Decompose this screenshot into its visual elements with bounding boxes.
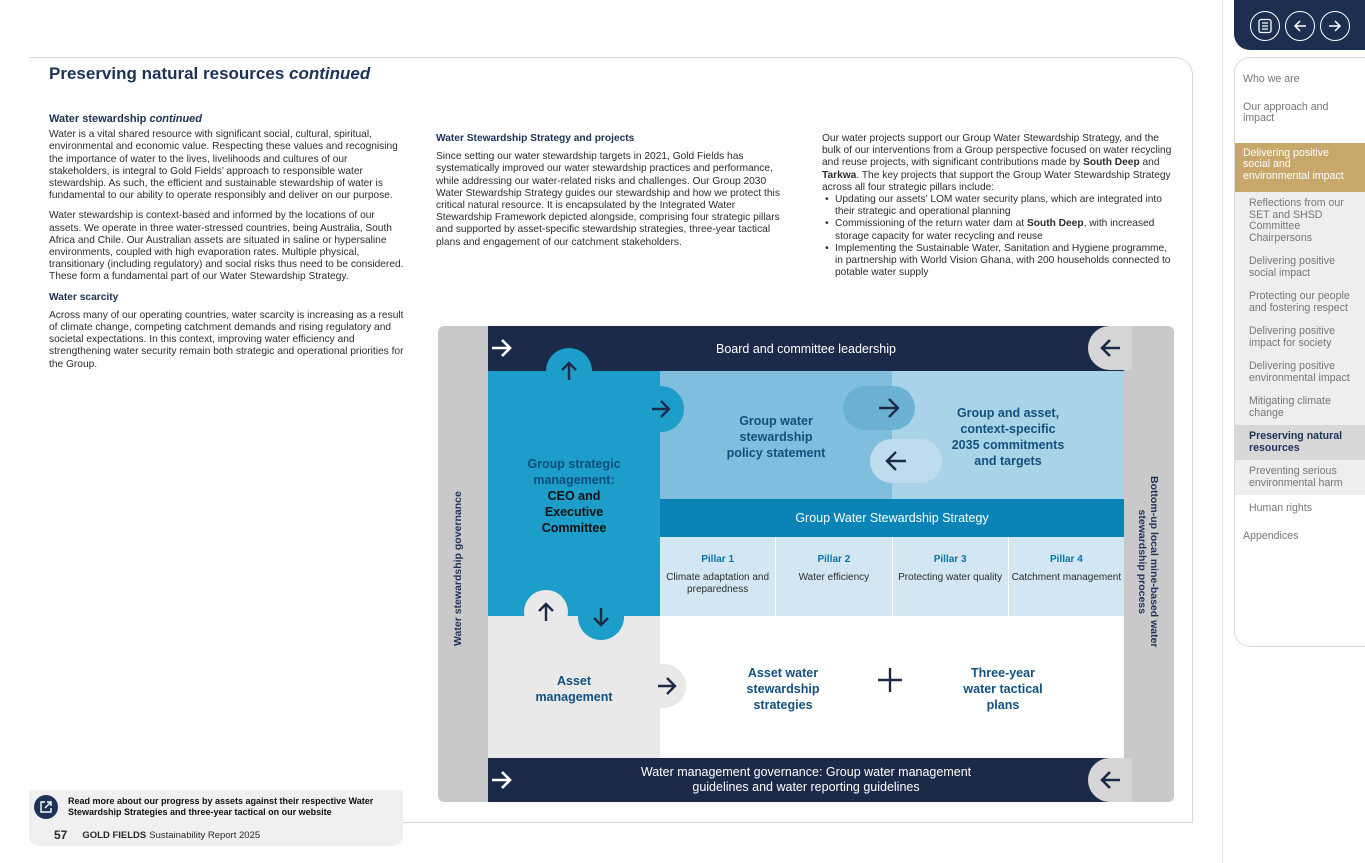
water-stewardship-framework-diagram xyxy=(438,326,1174,802)
pillar-4: Pillar 4 Catchment management xyxy=(1009,537,1124,616)
commitments-label: Group and asset, context-specific 2035 commitments and targets xyxy=(951,406,1065,468)
external-link-icon xyxy=(34,795,58,819)
nav-subitem-climate-change[interactable]: Mitigating climate change xyxy=(1235,390,1365,425)
list-item: • Commissioning of the return water dam at South Deep, with increased storage capacity for water recycling and reuse xyxy=(822,218,1172,242)
arrow-left-icon xyxy=(1088,326,1132,370)
arrow-up-icon xyxy=(524,590,568,634)
nav-item-appendices[interactable]: Appendices xyxy=(1243,529,1299,542)
nav-subitem-human-rights[interactable]: Human rights xyxy=(1235,495,1365,521)
nav-item-who-we-are[interactable]: Who we are xyxy=(1243,73,1300,85)
section-heading: Water Stewardship Strategy and projects xyxy=(436,133,635,144)
pillar-1: Pillar 1 Climate adaptation and preparedness xyxy=(660,537,776,616)
pillar-3: Pillar 3 Protecting water quality xyxy=(893,537,1009,616)
column-water-stewardship xyxy=(49,113,404,379)
page-title: Preserving natural resources continued xyxy=(49,64,371,83)
brand-name: GOLD FIELDS xyxy=(82,829,147,841)
pillar-2: Pillar 2 Water efficiency xyxy=(776,537,892,616)
page-number: 57 xyxy=(54,828,68,842)
nav-item-delivering-positive-impact[interactable]: Delivering positive social and environmental impact xyxy=(1235,143,1365,193)
nav-subitem-social-impact[interactable]: Delivering positive social impact xyxy=(1235,250,1365,285)
subheading-water-scarcity: Water scarcity xyxy=(49,291,119,303)
side-navigation xyxy=(1222,0,1365,863)
strategic-pillars xyxy=(660,537,1124,616)
column-strategy-projects xyxy=(436,133,791,257)
read-more-text: Read more about our progress by assets against their respective Water Stewardship Strategies and three-year tactical on our website xyxy=(68,796,374,817)
group-strategic-management-label: Group strategic management: CEO and Executive Committee xyxy=(527,457,621,535)
policy-statement-label: Group water stewardship policy statement xyxy=(726,414,826,460)
group-water-stewardship-strategy-band: Group Water Stewardship Strategy xyxy=(660,499,1124,537)
plus-icon xyxy=(876,666,904,697)
previous-page-icon[interactable] xyxy=(1285,11,1315,41)
arrow-down-icon xyxy=(578,594,624,640)
bottom-up-process-label: Bottom-up local mine-based water stewardship process xyxy=(1136,476,1160,648)
nav-subitem-impact-society[interactable]: Delivering positive impact for society xyxy=(1235,320,1365,355)
arrow-left-icon xyxy=(1088,758,1132,802)
contents-icon[interactable] xyxy=(1250,11,1280,41)
three-year-tactical-plans-label: Three-year water tactical plans xyxy=(963,666,1043,712)
asset-water-stewardship-strategies-label: Asset water stewardship strategies xyxy=(746,666,820,712)
list-item: • Updating our assets’ LOM water security plans, which are integrated into their strategic and operational planning xyxy=(822,194,1172,218)
paragraph: Water is a vital shared resource with significant social, cultural, spiritual, environmental and economic value. Respecting these values and recognising the importance of water to the lives, livelihoods and cultures of our stakeholders, is integral to Gold Fields’ approach to responsible water stewardship. As such, the efficient and sustainable stewardship of water is fundamental to our ability to operate responsibly and deliver on our purpose. xyxy=(49,129,398,202)
arrow-right-icon xyxy=(480,326,524,370)
page-footer xyxy=(29,824,403,846)
arrow-right-icon xyxy=(480,758,524,802)
nav-subitem-environmental-impact[interactable]: Delivering positive environmental impact xyxy=(1235,355,1365,390)
nav-menu xyxy=(1234,57,1365,647)
paragraph: Water stewardship is context-based and informed by the locations of our assets. We operate in three water-stressed countries, being Australia, South Africa and Chile. Our Australian assets are situated in saline or hypersaline environments, coupled with high evaporation rates. Multiple physical, transitionary (including regulatory) and social risks thus need to be considered. These form a fundamental part of our Water Stewardship Strategy. xyxy=(49,210,404,283)
nav-subitem-environmental-harm[interactable]: Preventing serious environmental harm xyxy=(1235,460,1365,495)
section-heading: Water stewardship continued xyxy=(49,113,203,125)
project-list xyxy=(822,194,1172,279)
arrow-up-icon xyxy=(546,348,592,394)
water-stewardship-governance-label: Water stewardship governance xyxy=(452,491,464,646)
nav-subitem-natural-resources[interactable]: Preserving natural resources xyxy=(1235,425,1365,460)
nav-item-our-approach[interactable]: Our approach and impact xyxy=(1243,100,1329,124)
paragraph: Across many of our operating countries, water scarcity is increasing as a result of climate change, competing catchment demands and rising regulatory and societal expectations. In this context, improving water efficiency and strengthening water security remain both strategic and operational priorities for the Group. xyxy=(49,309,404,370)
nav-subitem-people-respect[interactable]: Protecting our people and fostering respect xyxy=(1235,285,1365,320)
read-more-link[interactable] xyxy=(29,790,403,824)
paragraph: Our water projects support our Group Water Stewardship Strategy, and the bulk of our interventions from a Group perspective focused on water recycling and reuse projects, with significant contributions made by South Deep and Tarkwa. The key projects that support the Group Water Stewardship Strategy across all four strategic pillars include: xyxy=(822,133,1172,193)
column-water-projects xyxy=(822,133,1172,279)
water-management-governance-band: Water management governance: Group water management guidelines and water reporting guidelines xyxy=(488,758,1124,802)
paragraph: Since setting our water stewardship targets in 2021, Gold Fields has systematically improved our water stewardship practices and performance, while addressing our water-related risks and challenges. Our Group 2030 Water Stewardship Strategy guides our stewardship and how we protect this critical natural resource. It is encapsulated by the Integrated Water Stewardship Framework depicted alongside, comprising four strategic pillars and supported by asset-specific stewardship strategies, three-year tactical plans and engagement of our catchment stakeholders. xyxy=(436,151,780,248)
asset-management-label: Asset management xyxy=(535,674,613,704)
arrow-right-icon xyxy=(843,386,915,430)
nav-controls xyxy=(1234,0,1365,50)
list-item: • Implementing the Sustainable Water, Sanitation and Hygiene programme, in partnership with World Vision Ghana, with 200 households connected to potable water supply xyxy=(822,243,1172,280)
next-page-icon[interactable] xyxy=(1320,11,1350,41)
board-leadership-band: Board and committee leadership xyxy=(488,326,1124,371)
nav-subitem-reflections[interactable]: Reflections from our SET and SHSD Committee Chairpersons xyxy=(1235,192,1365,250)
report-name: Sustainability Report 2025 xyxy=(149,829,261,841)
